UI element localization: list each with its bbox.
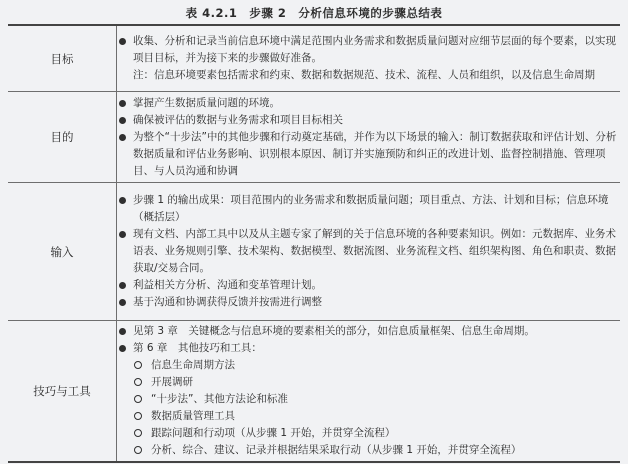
row-content-input: [117, 183, 621, 321]
row-input: [8, 183, 620, 321]
list-item: [117, 323, 620, 340]
bullet-icon: [119, 231, 126, 238]
sub-list-item: [117, 374, 620, 391]
sub-list-item: [117, 391, 620, 408]
bullet-icon: [119, 197, 126, 204]
item-text: 确保被评估的数据与业务需求和项目目标相关: [133, 113, 343, 126]
sub-item-text: 跟踪问题和行动项（从步骤 1 开始，并贯穿全流程）: [151, 427, 396, 439]
bullet-icon: [119, 117, 126, 124]
row-content-goal: [117, 25, 621, 92]
hollow-bullet-icon: [134, 361, 142, 369]
row-label-tools: 技巧与工具: [8, 321, 117, 463]
sub-list-item: [117, 425, 620, 442]
list-item: [117, 112, 620, 129]
bullet-icon: [119, 345, 126, 352]
bullet-icon: [119, 328, 126, 335]
sub-item-text: 分析、综合、建议、记录并根据结果采取行动（从步骤 1 开始，并贯穿全流程）: [151, 444, 522, 456]
item-text: 现有文档、内部工具中以及从主题专家了解到的关于信息环境的各种要素知识。例如：元数据库、业务术语表、业务规则引擎、技术架构、数据模型、数据流图、业务流程文档、组织架构图、角色和职责、数据获取/交易合同。: [133, 228, 616, 274]
bullet-icon: [119, 134, 126, 141]
note-text: 注：信息环境要素包括需求和约束、数据和数据规范、技术、流程、人员和组织，以及信息生命周期: [133, 69, 595, 81]
hollow-bullet-icon: [134, 395, 142, 403]
item-text: 为整个“十步法”中的其他步骤和行动奠定基础，并作为以下场景的输入：制订数据获取和评估计划、分析数据质量和评估业务影响、识别根本原因、制订并实施预防和纠正的改进计划、监督控制措施、管理项目、与人员沟通和协调: [133, 130, 617, 177]
row-content-purpose: [117, 92, 621, 183]
bullet-icon: [119, 100, 126, 107]
row-label-input: 输入: [8, 183, 117, 321]
bullet-icon: [119, 282, 126, 289]
sub-item-text: 信息生命周期方法: [151, 359, 235, 371]
hollow-bullet-icon: [134, 446, 142, 454]
item-text: 见第 3 章 关键概念与信息环境的要素相关的部分，如信息质量框架、信息生命周期。: [133, 325, 535, 337]
list-item: [117, 226, 620, 277]
sub-item-text: 开展调研: [151, 376, 193, 388]
row-label-purpose: 目的: [8, 92, 117, 183]
list-item: [117, 33, 620, 67]
sub-list-item: [117, 408, 620, 425]
list-item: [117, 294, 620, 311]
bullet-icon: [119, 38, 126, 45]
sub-item-text: 数据质量管理工具: [151, 410, 235, 422]
item-text: 利益相关方分析、沟通和变革管理计划。: [133, 279, 322, 291]
list-item: [117, 95, 620, 112]
hollow-bullet-icon: [134, 378, 142, 386]
list-item: [117, 192, 620, 226]
sub-list-item: [117, 442, 620, 459]
row-content-tools: [117, 321, 621, 463]
table-caption: 表 4.2.1 步骤 2 分析信息环境的步骤总结表: [185, 6, 443, 20]
list-item: [117, 129, 620, 180]
row-goal: [8, 25, 620, 92]
list-item: [117, 340, 620, 357]
row-tools: [8, 321, 620, 463]
sub-list-item: [117, 357, 620, 374]
item-text: 收集、分析和记录当前信息环境中满足范围内业务需求和数据质量问题对应细节层面的每个要素，以实现项目目标，并为接下来的步骤做好准备。: [133, 35, 616, 64]
step-summary-table: [8, 24, 620, 463]
row-label-goal: 目标: [8, 25, 117, 92]
row-purpose: [8, 92, 620, 183]
hollow-bullet-icon: [134, 429, 142, 437]
list-item: [117, 277, 620, 294]
item-text: 步骤 1 的输出成果：项目范围内的业务需求和数据质量问题；项目重点、方法、计划和目标；信息环境（概括层）: [133, 194, 609, 223]
item-text: 掌握产生数据质量问题的环境。: [133, 96, 280, 109]
sub-item-text: “十步法”、其他方法论和标准: [151, 393, 288, 405]
hollow-bullet-icon: [134, 412, 142, 420]
item-text: 第 6 章 其他技巧和工具：: [133, 342, 262, 354]
bullet-icon: [119, 299, 126, 306]
item-text: 基于沟通和协调获得反馈并按需进行调整: [133, 296, 322, 308]
